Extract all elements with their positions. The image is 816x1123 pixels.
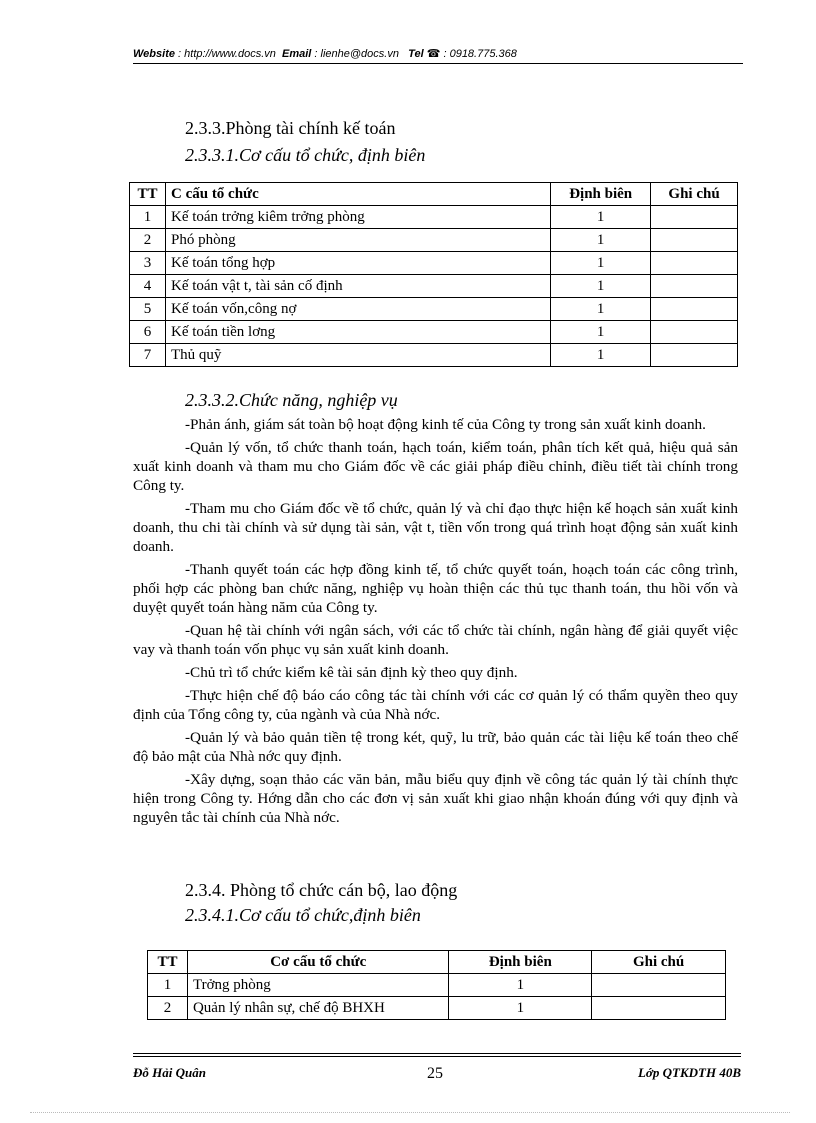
cell-tt: 7	[130, 344, 166, 367]
paragraph: -Thực hiện chế độ báo cáo công tác tài chính với các cơ quản lý có thẩm quyền theo quy định của Tổng công ty, của ngành và của Nhà nớc.	[133, 687, 738, 723]
col-header-tt: TT	[130, 183, 166, 206]
cell-tt: 4	[130, 275, 166, 298]
cell-quota: 1	[551, 344, 651, 367]
cell-note	[592, 997, 726, 1020]
cell-structure: Phó phòng	[165, 229, 550, 252]
footer-author: Đỗ Hải Quân	[133, 1065, 206, 1080]
col-header-quota: Định biên	[551, 183, 651, 206]
cell-quota: 1	[551, 298, 651, 321]
cell-note	[651, 275, 738, 298]
cell-note	[651, 252, 738, 275]
cell-note	[651, 229, 738, 252]
org-table-hr	[147, 950, 726, 1020]
cell-note	[592, 974, 726, 997]
section-2332-title: 2.3.3.2.Chức năng, nghiệp vụ	[185, 390, 398, 410]
cell-tt: 1	[148, 974, 188, 997]
section-234-title: 2.3.4. Phòng tổ chức cán bộ, lao động	[185, 880, 458, 900]
paragraph: -Tham mu cho Giám đốc về tổ chức, quản lý và chỉ đạo thực hiện kế hoạch sản xuất kinh doanh, thu chi tài chính và sử dụng tài sản, vật t, tiền vốn trong quá trình hoạt động sản xuất kinh doanh.	[133, 500, 738, 555]
col-header-note: Ghi chú	[651, 183, 738, 206]
section-2331-title: 2.3.3.1.Cơ cấu tổ chức, định biên	[185, 145, 426, 165]
section-2341-title: 2.3.4.1.Cơ cấu tổ chức,định biên	[185, 905, 421, 925]
paragraph: -Quan hệ tài chính với ngân sách, với các tổ chức tài chính, ngân hàng để giải quyết việc vay và thanh toán vốn phục vụ sản xuất kinh doanh.	[133, 622, 738, 658]
paragraph: -Phản ánh, giám sát toàn bộ hoạt động kinh tế của Công ty trong sản xuất kinh doanh.	[185, 416, 706, 433]
cell-quota: 1	[449, 974, 592, 997]
cell-tt: 1	[130, 206, 166, 229]
col-header-structure: Cơ cấu tổ chức	[187, 951, 448, 974]
paragraph: -Quản lý vốn, tổ chức thanh toán, hạch toán, kiểm toán, phân tích kết quả, hiệu quả sản xuất kinh doanh và tham mu cho Giám đốc về các giải pháp điều chỉnh, điều tiết tài chính trong Công ty.	[133, 439, 738, 494]
cell-structure: Kế toán tổng hợp	[165, 252, 550, 275]
cell-quota: 1	[551, 229, 651, 252]
page-footer	[133, 1053, 741, 1082]
org-table-finance	[129, 182, 738, 367]
cell-tt: 3	[130, 252, 166, 275]
duties-text	[133, 415, 738, 831]
cell-structure: Quản lý nhân sự, chế độ BHXH	[187, 997, 448, 1020]
tel-label: Tel	[408, 48, 424, 60]
cell-structure: Thủ quỹ	[165, 344, 550, 367]
cell-quota: 1	[551, 275, 651, 298]
table-row	[148, 974, 726, 997]
cell-quota: 1	[551, 206, 651, 229]
section-233-title: 2.3.3.Phòng tài chính kế toán	[185, 118, 396, 138]
cell-quota: 1	[551, 321, 651, 344]
cell-quota: 1	[449, 997, 592, 1020]
col-header-quota: Định biên	[449, 951, 592, 974]
email-label: Email	[282, 48, 312, 60]
cell-tt: 2	[130, 229, 166, 252]
col-header-note: Ghi chú	[592, 951, 726, 974]
paragraph: -Quản lý và bảo quản tiền tệ trong két, quỹ, lu trữ, bảo quản các tài liệu kế toán theo chế độ bảo mật của Nhà nớc quy định.	[133, 729, 738, 765]
table-row	[130, 344, 738, 367]
cell-quota: 1	[551, 252, 651, 275]
tel-value: : 0918.775.368	[443, 48, 517, 60]
cell-structure: Trởng phòng	[187, 974, 448, 997]
bottom-dotted-divider	[30, 1112, 790, 1113]
cell-structure: Kế toán tiền lơng	[165, 321, 550, 344]
table-row	[148, 997, 726, 1020]
table-row	[130, 206, 738, 229]
footer-class: Lớp QTKDTH 40B	[637, 1065, 741, 1080]
cell-tt: 6	[130, 321, 166, 344]
phone-icon: ☎	[426, 48, 441, 60]
table-row	[130, 298, 738, 321]
cell-note	[651, 298, 738, 321]
cell-structure: Kế toán vốn,công nợ	[165, 298, 550, 321]
table-header-row	[130, 183, 738, 206]
paragraph: -Xây dựng, soạn thảo các văn bản, mẫu biểu quy định về công tác quản lý tài chính thực hiện trong Công ty. Hớng dẫn cho các đơn vị sản xuất khi giao nhận khoán đúng với quy định và nguyên tắc tài chính của Nhà nớc.	[133, 771, 738, 826]
cell-structure: Kế toán vật t, tài sản cố định	[165, 275, 550, 298]
table-row	[130, 252, 738, 275]
cell-structure: Kế toán trởng kiêm trởng phòng	[165, 206, 550, 229]
email-value: : lienhe@docs.vn	[314, 48, 399, 60]
table-row	[130, 275, 738, 298]
cell-note	[651, 206, 738, 229]
paragraph: -Thanh quyết toán các hợp đồng kinh tế, tổ chức quyết toán, hoạch toán các công trình, phối hợp các phòng ban chức năng, nghiệp vụ hoàn thiện các thủ tục thanh toán, thu hồi vốn và duyệt quyết toán hàng năm của Công ty.	[133, 561, 738, 616]
cell-tt: 2	[148, 997, 188, 1020]
cell-tt: 5	[130, 298, 166, 321]
cell-note	[651, 321, 738, 344]
table-row	[130, 229, 738, 252]
page-header	[133, 47, 743, 64]
col-header-structure: C cấu tổ chức	[165, 183, 550, 206]
table-row	[130, 321, 738, 344]
cell-note	[651, 344, 738, 367]
col-header-tt: TT	[148, 951, 188, 974]
website-value: : http://www.docs.vn	[178, 48, 276, 60]
table-header-row	[148, 951, 726, 974]
paragraph: -Chủ trì tổ chức kiểm kê tài sản định kỳ theo quy định.	[185, 664, 518, 681]
page-number: 25	[427, 1065, 443, 1082]
website-label: Website	[133, 48, 175, 60]
